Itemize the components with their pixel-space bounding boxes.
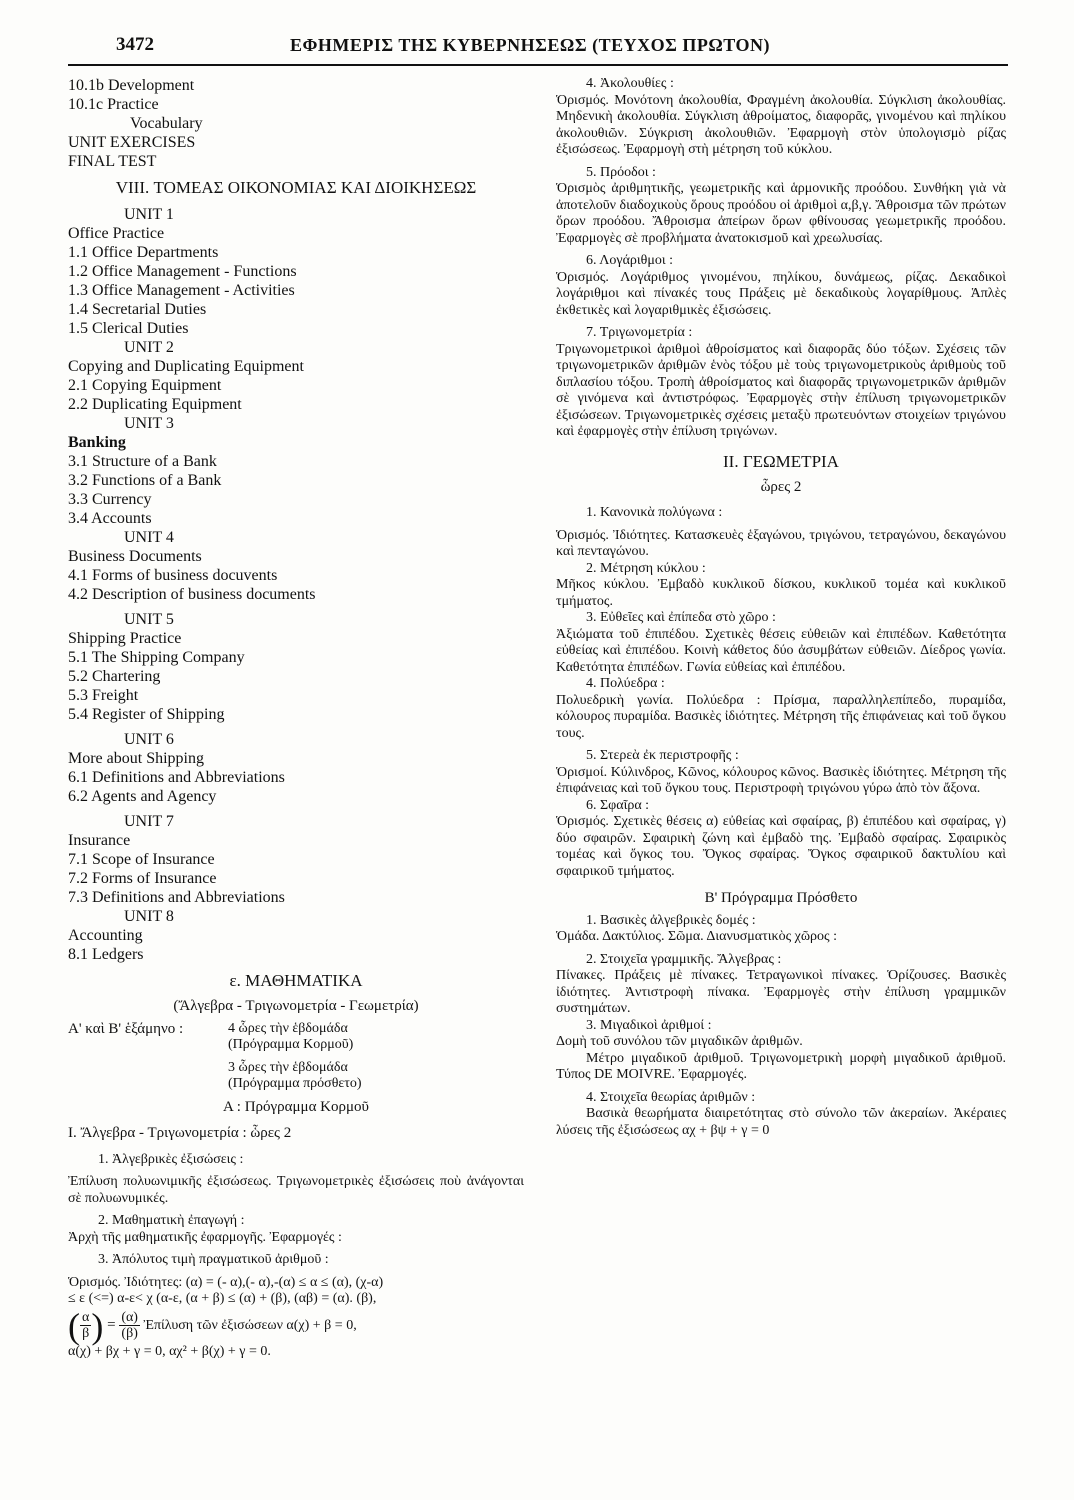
unit-heading: UNIT 5	[124, 611, 174, 628]
topic-text: Ἐπίλυση πολυωνιμικῆς ἐξισώσεως. Τριγωνομετρικὲς ἐξισώσεις ποὺ ἀνάγονται σὲ πολυωνυμικές.	[68, 1174, 524, 1206]
list-item: 1.4 Secretarial Duties	[68, 301, 207, 318]
topic-title: 4. Ἀκολουθίες :	[586, 76, 674, 91]
list-item: 5.2 Chartering	[68, 668, 161, 685]
unit-heading: UNIT 6	[124, 731, 174, 748]
hours-extra: 3 ὧρες τὴν ἑβδομάδα	[228, 1059, 348, 1075]
list-item: 5.1 The Shipping Company	[68, 649, 245, 666]
schedule-values	[228, 1021, 362, 1093]
topic-text: Ἀρχὴ τῆς μαθηματικῆς ἐφαρμογῆς. Ἐφαρμογές :	[68, 1229, 342, 1245]
list-item: 6.2 Agents and Agency	[68, 788, 217, 805]
topic-text: Δομὴ τοῦ συνόλου τῶν μιγαδικῶν ἀριθμῶν.	[556, 1034, 803, 1049]
list-item: 1.3 Office Management - Activities	[68, 282, 295, 299]
unit-exercises: UNIT EXERCISES	[68, 134, 196, 151]
list-item: 10.1b Development	[68, 77, 195, 94]
topic-text: Ἀξιώματα τοῦ ἐπιπέδου. Σχετικὲς θέσεις εὐθειῶν καὶ ἐπιπέδων. Καθετότητα εὐθείας καὶ ἐπιπέδου. Κοινὴ κάθετος δύο ἀσυμβάτων εὐθειῶν. Δίεδρος γωνία. Καθετότητα ἐπιπέδων. Γωνία εὐθείας καὶ ἐπιπέδου.	[556, 626, 1006, 675]
unit-heading: UNIT 7	[124, 813, 174, 830]
topic-title: 3. Μιγαδικοὶ ἀριθμοί :	[586, 1017, 712, 1033]
list-item: 1.5 Clerical Duties	[68, 320, 189, 337]
topic-text: Ὁμάδα. Δακτύλιος. Σῶμα. Διανυσματικὸς χῶρος :	[556, 929, 837, 944]
list-item: 1.2 Office Management - Functions	[68, 263, 297, 280]
list-item: 3.3 Currency	[68, 491, 152, 508]
topic-text: Μῆκος κύκλου. Ἐμβαδὸ κυκλικοῦ δίσκου, κυκλικοῦ τομέα καὶ κυκλικοῦ τμήματος.	[556, 577, 1006, 609]
math-subheading: (Ἄλγεβρα - Τριγωνομετρία - Γεωμετρία)	[173, 998, 419, 1014]
geometry-heading: ΙΙ. ΓΕΩΜΕΤΡΙΑ	[723, 451, 839, 471]
topic-text: Τριγωνομετρικοὶ ἀριθμοὶ ἀθροίσματος καὶ διαφορᾶς δύο τόξων. Σχέσεις τῶν τριγωνομετρικῶν ἀριθμῶν ἑνὸς τόξου μὲ τοὺς τριγωνομετρικοὺς ἀριθμοὺς τοῦ διπλασίου τόξου. Τροπὴ ἀθροίσματος καὶ διαφορᾶς τριγωνομετρικῶν ἀριθμῶν σὲ γινόμενα καὶ ἀντιστρόφως. Ἐφαρμογὲς στὴν ἐπίλυση τριγωνομετρικῶν ἐξισώσεων. Τριγωνομετρικὲς σχέσεις μεταξὺ πρωτευόντων στοιχείων τριγώνου καὶ ἐφαρμογὲς στὴν ἐπίλυση τριγώνων.	[556, 341, 1006, 439]
topic-title: 1. Κανονικὰ πολύγωνα :	[586, 505, 723, 520]
topic-text: Ὁρισμὸς ἀριθμητικῆς, γεωμετρικῆς καὶ ἁρμονικῆς προόδου. Συνθήκη γιὰ νὰ ἀποτελοῦν διαδοχικοὺς ὅρους προόδου οἱ ἀριθμοὶ α,β,γ. Ἄθροισμα τῶν πρώτων ὅρων προόδου. Ἄθροισμα ἀπείρων ὅρων φθίνουσας γεωμετρικῆς προόδου. Ἐφαρμογὲς σὲ προβλήματα ἀνατοκισμοῦ καὶ χρεωλυσίας.	[556, 181, 1006, 246]
semester-label: Α' καὶ Β' ἑξάμηνο :	[68, 1020, 184, 1037]
unit-heading: UNIT 1	[124, 206, 174, 223]
schedule-block	[68, 1021, 524, 1093]
list-item: 3.1 Structure of a Bank	[68, 453, 217, 470]
list-item: 2.2 Duplicating Equipment	[68, 396, 242, 413]
fraction-formula: ( α β ) = $\frac{(\alpha)}{(\beta)}$	[68, 1305, 138, 1346]
program-a-heading: Α : Πρόγραμμα Κορμοῦ	[223, 1098, 369, 1115]
list-item: 1.1 Office Departments	[68, 244, 219, 261]
topic-title: 1. Βασικὲς ἀλγεβρικὲς δομές :	[586, 912, 756, 928]
topic-text: Βασικὰ θεωρήματα διαιρετότητας στὸ σύνολο τῶν ἀκεραίων. Ἀκέραιες λύσεις τῆς ἐξισώσεως αχ + βψ + γ = 0	[556, 1106, 1006, 1138]
topic-title: 4. Πολύεδρα :	[586, 676, 665, 691]
part-i-heading: Ι. Ἄλγεβρα - Τριγωνομετρία : ὧρες 2	[68, 1125, 292, 1141]
unit-title: Accounting	[68, 927, 143, 944]
page-header	[0, 30, 1074, 66]
topic-title: 6. Σφαῖρα :	[586, 797, 650, 813]
topic-title: 2. Μαθηματικὴ ἐπαγωγή :	[98, 1213, 245, 1228]
abs-line: α(χ) + βχ + γ = 0, αχ² + β(χ) + γ = 0.	[68, 1343, 271, 1359]
list-item: 5.4 Register of Shipping	[68, 706, 225, 723]
abs-line: ≤ ε (<=) α-ε< χ (α-ε, (α + β) ≤ (α) + (β), (αβ) = (α). (β),	[68, 1291, 377, 1306]
unit-title: Office Practice	[68, 225, 165, 242]
program-extra: (Πρόγραμμα πρόσθετο)	[228, 1076, 362, 1091]
list-item: 3.2 Functions of a Bank	[68, 472, 222, 489]
list-item: 6.1 Definitions and Abbreviations	[68, 769, 285, 786]
journal-title: ΕΦΗΜΕΡΙΣ ΤΗΣ ΚΥΒΕΡΝΗΣΕΩΣ (ΤΕΥΧΟΣ ΠΡΩΤΟΝ)	[290, 35, 770, 55]
list-item: 7.3 Definitions and Abbreviations	[68, 889, 285, 906]
topic-title: 3. Ἀπόλυτος τιμὴ πραγματικοῦ ἀριθμοῦ :	[98, 1252, 329, 1267]
unit-heading: UNIT 4	[124, 529, 174, 546]
list-item: 3.4 Accounts	[68, 510, 152, 527]
topic-text: Πίνακες. Πράξεις μὲ πίνακες. Τετραγωνικοὶ πίνακες. Ὁρίζουσες. Βασικὲς ἰδιότητες. Ἀντιστροφὴ πίνακα. Ἐφαρμογὲς στὴν ἐπίλυση γραμμικῶν συστημάτων.	[556, 968, 1006, 1016]
unit-title: Shipping Practice	[68, 630, 182, 647]
list-item: 4.2 Description of business documents	[68, 586, 316, 603]
program-core: (Πρόγραμμα Κορμοῦ)	[228, 1037, 354, 1052]
abs-formula-line	[68, 1305, 524, 1346]
topic-title: 1. Ἀλγεβρικὲς ἐξισώσεις :	[98, 1151, 244, 1167]
topic-text: Ὁρισμός. Σχετικὲς θέσεις α) εὐθείας καὶ σφαίρας, β) ἐπιπέδου καὶ σφαίρας, γ) δύο σφαιρῶν. Σφαιρικὴ ζώνη καὶ ἐμβαδὸ της. Ἐμβαδὸ σφαίρας. Σφαιρικὸς τομέας καὶ ὄγκος του. Ὄγκος σφαίρας. Ὄγκος σφαιρικοῦ δακτυλίου καὶ σφαιρικοῦ τμήματος.	[556, 814, 1006, 879]
page-number: 3472	[116, 34, 154, 55]
list-item: 8.1 Ledgers	[68, 946, 144, 963]
unit-title: Insurance	[68, 832, 131, 849]
topic-text: Ὁρισμός. Λογάριθμος γινομένου, πηλίκου, δυνάμεως, ρίζας. Δεκαδικοὶ λογάριθμοι καὶ πίνακές τους Πράξεις μὲ δεκαδικοὺς λογαρίθμους. Ἁπλὲς ἐκθετικὲς καὶ λογαριθμικὲς ἐξισώσεις.	[556, 269, 1006, 318]
unit-title: Banking	[68, 434, 126, 451]
topic-text: Ὁρισμός. Ἰδιότητες. Κατασκευὲς ἑξαγώνου, τριγώνου, τετραγώνου, δεκαγώνου καὶ πενταγώνου.	[556, 527, 1006, 559]
topic-text: Ὁρισμοί. Κύλινδρος, Κῶνος, κόλουρος κῶνος. Βασικὲς ἰδιότητες. Μέτρηση τῆς ἐπιφάνειας καὶ τοῦ ὄγκου τους. Περιστροφὴ τριγώνου γύρω ἀπὸ τὸν ἄξονα.	[556, 764, 1006, 796]
topic-text: Ὁρισμός. Μονότονη ἀκολουθία, Φραγμένη ἀκολουθία. Σύγκλιση ἀκολουθίας. Μηδενικὴ ἀκολουθία. Σύγκλιση ἀθροίματος, διαφορᾶς, γινομένου καὶ πηλίκου ἀκολουθιῶν. Σύγκριση ἀκολουθιῶν. Ἐφαρμογὴ στὸν ὑπολογισμὸ ρίζας ἐξισώσεως. Ἐφαρμογὴ στὴ μέτρηση τοῦ κύκλου.	[556, 92, 1006, 157]
vocabulary-line: Vocabulary	[130, 115, 203, 132]
right-column	[556, 76, 1006, 1139]
topic-title: 6. Λογάριθμοι :	[586, 253, 674, 268]
header-rule	[68, 64, 1008, 66]
hours-core: 4 ὧρες τὴν ἑβδομάδα	[228, 1020, 348, 1036]
topic-title: 5. Στερεὰ ἐκ περιστροφῆς :	[586, 748, 739, 763]
list-item: 10.1c Practice	[68, 96, 159, 113]
topic-title: 5. Πρόοδοι :	[586, 164, 656, 180]
left-column	[68, 76, 524, 1360]
topic-title: 2. Μέτρηση κύκλου :	[586, 560, 706, 576]
unit-heading: UNIT 8	[124, 908, 174, 925]
math-heading: ε. ΜΑΘΗΜΑΤΙΚΑ	[229, 971, 363, 990]
topic-text: Πολυεδρικὴ γωνία. Πολύεδρα : Πρίσμα, παραλληλεπίπεδο, πυραμίδα, κόλουρος πυραμίδα. Βασικὲς ἰδιότητες. Μέτρηση τῆς ἐπιφάνειας καὶ τοῦ ὄγκου τους.	[556, 692, 1006, 741]
final-test: FINAL TEST	[68, 153, 157, 170]
list-item: 2.1 Copying Equipment	[68, 377, 222, 394]
abs-line: Ὁρισμός. Ἰδιότητες: (α) = (- α),(- α),-(α) ≤ α ≤ (α), (χ-α)	[68, 1274, 384, 1290]
list-item: 7.2 Forms of Insurance	[68, 870, 217, 887]
abs-line: Ἐπίλυση τῶν ἐξισώσεων α(χ) + β = 0,	[143, 1317, 357, 1333]
list-item: 4.1 Forms of business docuvents	[68, 567, 278, 584]
unit-heading: UNIT 2	[124, 339, 174, 356]
unit-heading: UNIT 3	[124, 415, 174, 432]
program-b-heading: Β' Πρόγραμμα Πρόσθετο	[704, 890, 858, 906]
topic-title: 3. Εὐθεῖες καὶ ἐπίπεδα στὸ χῶρο :	[586, 610, 776, 625]
unit-title: Copying and Duplicating Equipment	[68, 358, 304, 375]
topic-text: Μέτρο μιγαδικοῦ ἀριθμοῦ. Τριγωνομετρικὴ μορφὴ μιγαδικοῦ ἀριθμοῦ. Τύπος DE MOIVRE. Ἐφαρμογές.	[556, 1050, 1006, 1082]
unit-title: More about Shipping	[68, 750, 204, 767]
topic-title: 2. Στοιχεῖα γραμμικῆς. Ἄλγεβρας :	[586, 951, 782, 967]
geometry-hours: ὧρες 2	[760, 478, 802, 495]
list-item: 7.1 Scope of Insurance	[68, 851, 215, 868]
unit-title: Business Documents	[68, 548, 202, 565]
list-item: 5.3 Freight	[68, 687, 139, 704]
topic-title: 4. Στοιχεῖα θεωρίας ἀριθμῶν :	[586, 1089, 756, 1105]
topic-title: 7. Τριγωνομετρία :	[586, 325, 693, 340]
section-heading: VIII. ΤΟΜΕΑΣ ΟΙΚΟΝΟΜΙΑΣ ΚΑΙ ΔΙΟΙΚΗΣΕΩΣ	[115, 178, 477, 197]
